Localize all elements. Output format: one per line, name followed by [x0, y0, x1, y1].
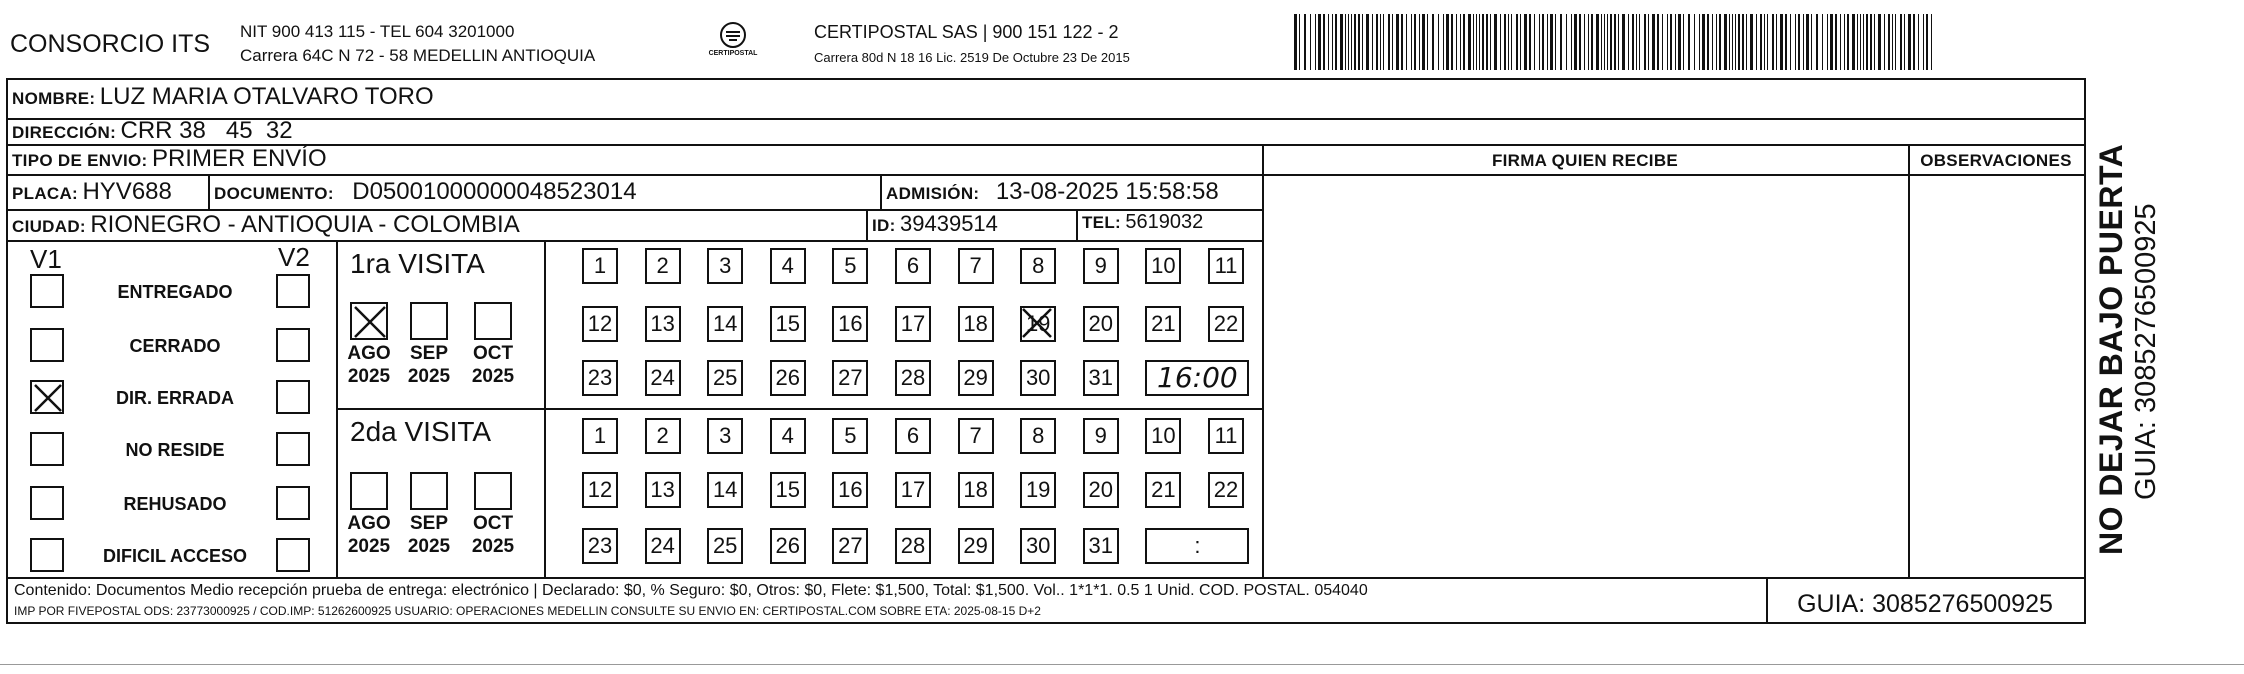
tel-value: 5619032 — [1125, 211, 1204, 233]
status-v1-checkbox[interactable] — [30, 486, 64, 520]
day-box[interactable]: 29 — [958, 528, 994, 564]
admision-label: ADMISIÓN: — [886, 184, 980, 203]
day-box[interactable]: 9 — [1083, 248, 1119, 284]
day-box[interactable]: 10 — [1145, 418, 1181, 454]
check-x-icon — [352, 304, 390, 342]
side-text — [2093, 144, 2163, 555]
footer-guia: GUIA: 3085276500925 — [1797, 590, 2053, 618]
day-box[interactable]: 28 — [895, 528, 931, 564]
day-box[interactable]: 20 — [1083, 472, 1119, 508]
month-name: OCT — [472, 513, 514, 534]
barcode-icon — [1294, 14, 1942, 70]
status-v2-checkbox[interactable] — [276, 432, 310, 466]
status-v1-checkbox[interactable] — [30, 538, 64, 572]
observaciones-header: OBSERVACIONES — [1920, 151, 2072, 170]
status-v2-checkbox[interactable] — [276, 380, 310, 414]
status-label: DIR. ERRADA — [115, 388, 234, 408]
month-name: SEP — [409, 343, 449, 364]
day-box[interactable]: 4 — [770, 418, 806, 454]
status-v2-checkbox[interactable] — [276, 538, 310, 572]
day-box[interactable]: 23 — [582, 360, 618, 396]
status-label: DIFICIL ACCESO — [102, 546, 247, 566]
day-box[interactable]: 27 — [832, 360, 868, 396]
status-v1-checkbox[interactable] — [30, 380, 64, 414]
status-v1-checkbox[interactable] — [30, 328, 64, 362]
check-x-icon — [32, 382, 66, 416]
v2-label: V2 — [278, 242, 310, 272]
signature-area[interactable] — [1264, 176, 1906, 575]
day-box[interactable]: 5 — [832, 418, 868, 454]
observaciones-area[interactable] — [1910, 176, 2082, 575]
day-box[interactable]: 14 — [707, 472, 743, 508]
carrier-logo-icon — [718, 20, 748, 50]
status-label: NO RESIDE — [125, 440, 225, 460]
day-box[interactable]: 18 — [958, 472, 994, 508]
ciudad-value: RIONEGRO - ANTIOQUIA - COLOMBIA — [90, 211, 520, 238]
day-box[interactable]: 15 — [770, 472, 806, 508]
day-box[interactable]: 11 — [1208, 248, 1244, 284]
day-box[interactable]: 6 — [895, 248, 931, 284]
day-box[interactable]: 24 — [645, 360, 681, 396]
status-v1-checkbox[interactable] — [30, 432, 64, 466]
firma-header: FIRMA QUIEN RECIBE — [1491, 151, 1679, 170]
day-box[interactable]: 13 — [645, 472, 681, 508]
visit-time-box[interactable]: : — [1145, 528, 1249, 564]
day-box[interactable]: 3 — [707, 248, 743, 284]
status-v2-checkbox[interactable] — [276, 328, 310, 362]
month-name: SEP — [409, 513, 449, 534]
day-box[interactable]: 7 — [958, 418, 994, 454]
day-box[interactable]: 24 — [645, 528, 681, 564]
day-box[interactable]: 13 — [645, 306, 681, 342]
day-box[interactable]: 1 — [582, 248, 618, 284]
month-checkbox[interactable] — [474, 302, 512, 340]
direccion-label: DIRECCIÓN: — [12, 123, 117, 142]
month-year: 2025 — [471, 536, 515, 557]
placa-label: PLACA: — [12, 184, 79, 203]
day-box[interactable]: 7 — [958, 248, 994, 284]
status-label: CERRADO — [129, 336, 221, 356]
day-box[interactable]: 26 — [770, 360, 806, 396]
day-box[interactable]: 30 — [1020, 360, 1056, 396]
day-box[interactable]: 9 — [1083, 418, 1119, 454]
day-box[interactable]: 23 — [582, 528, 618, 564]
day-box[interactable]: 28 — [895, 360, 931, 396]
carrier-name-line: CERTIPOSTAL SAS | 900 151 122 - 2 — [814, 22, 1119, 42]
check-x-icon — [1020, 306, 1056, 342]
id-label: ID: — [872, 216, 896, 235]
nombre-row — [12, 83, 434, 111]
day-box[interactable]: 17 — [895, 306, 931, 342]
id-value: 39439514 — [900, 211, 998, 236]
status-label: ENTREGADO — [117, 282, 233, 302]
visit1-title: 1ra VISITA — [350, 248, 485, 279]
day-box[interactable]: 18 — [958, 306, 994, 342]
nombre-label: NOMBRE: — [12, 89, 96, 108]
month-label — [463, 342, 523, 388]
day-box[interactable]: 12 — [582, 306, 618, 342]
day-box[interactable]: 21 — [1145, 472, 1181, 508]
day-box[interactable]: 22 — [1208, 306, 1244, 342]
month-year: 2025 — [471, 366, 515, 387]
day-box[interactable]: 6 — [895, 418, 931, 454]
no-dejar-bajo-puerta: NO DEJAR BAJO PUERTA — [2093, 143, 2129, 555]
day-box[interactable]: 8 — [1020, 248, 1056, 284]
ciudad-cell — [12, 211, 520, 239]
day-box[interactable]: 25 — [707, 528, 743, 564]
direccion-row — [12, 117, 293, 145]
tipo-envio-row — [12, 145, 327, 173]
placa-value: HYV688 — [82, 178, 172, 205]
month-name: OCT — [472, 343, 514, 364]
month-checkbox[interactable] — [350, 472, 388, 510]
company-name: CONSORCIO ITS — [10, 30, 211, 58]
carrier-license-line: Carrera 80d N 18 16 Lic. 2519 De Octubre 23 De 2015 — [814, 50, 1130, 65]
ciudad-label: CIUDAD: — [12, 217, 86, 236]
footer-contents-line: Contenido: Documentos Medio recepción prueba de entrega: electrónico | Declarado: $0, % Seguro: $0, Otros: $0, Flete: $1,500, Total: $1,500. Vol.. 1*1*1. 0.5 1 Unid. COD. POSTAL. 054040 — [14, 582, 1368, 599]
admision-value: 13-08-2025 15:58:58 — [995, 178, 1219, 205]
documento-value: D05001000000048523014 — [352, 178, 637, 205]
day-box[interactable]: 15 — [770, 306, 806, 342]
month-year: 2025 — [407, 536, 451, 557]
day-box[interactable]: 16 — [832, 306, 868, 342]
day-box[interactable]: 22 — [1208, 472, 1244, 508]
documento-cell — [214, 178, 637, 206]
day-box[interactable]: 3 — [707, 418, 743, 454]
month-label — [463, 512, 523, 558]
month-checkbox[interactable] — [410, 472, 448, 510]
month-label — [399, 512, 459, 558]
nombre-value: LUZ MARIA OTALVARO TORO — [99, 83, 434, 110]
day-box[interactable]: 27 — [832, 528, 868, 564]
day-box[interactable]: 4 — [770, 248, 806, 284]
day-number: 19 — [1025, 311, 1051, 336]
month-checkbox[interactable] — [410, 302, 448, 340]
id-cell — [872, 211, 998, 237]
status-label: REHUSADO — [123, 494, 227, 514]
day-box[interactable]: 31 — [1083, 528, 1119, 564]
company-address-line: Carrera 64C N 72 - 58 MEDELLIN ANTIOQUIA — [240, 46, 596, 65]
documento-label: DOCUMENTO: — [214, 184, 334, 203]
day-box[interactable]: 17 — [895, 472, 931, 508]
day-box[interactable]: 26 — [770, 528, 806, 564]
day-box[interactable]: 2 — [645, 248, 681, 284]
side-guia: GUIA: 3085276500925 — [2130, 203, 2162, 500]
placa-cell — [12, 178, 172, 206]
month-label — [399, 342, 459, 388]
day-box[interactable]: 31 — [1083, 360, 1119, 396]
visit2-title: 2da VISITA — [350, 416, 492, 447]
day-box[interactable]: 1 — [582, 418, 618, 454]
month-name: AGO — [347, 513, 391, 534]
day-box[interactable]: 8 — [1020, 418, 1056, 454]
day-box[interactable]: 20 — [1083, 306, 1119, 342]
day-box[interactable]: 19 — [1020, 472, 1056, 508]
status-v2-checkbox[interactable] — [276, 486, 310, 520]
v1-label: V1 — [30, 244, 62, 274]
day-box[interactable]: 2 — [645, 418, 681, 454]
day-box[interactable]: 30 — [1020, 528, 1056, 564]
day-box[interactable] — [1020, 306, 1056, 342]
tipo-envio-label: TIPO DE ENVIO: — [12, 151, 148, 170]
day-box[interactable]: 29 — [958, 360, 994, 396]
month-label — [339, 342, 399, 388]
day-box[interactable]: 16 — [832, 472, 868, 508]
month-year: 2025 — [407, 366, 451, 387]
day-box[interactable]: 14 — [707, 306, 743, 342]
status-v1-checkbox[interactable] — [30, 274, 64, 308]
day-box[interactable]: 12 — [582, 472, 618, 508]
carrier-logo — [706, 20, 760, 70]
admision-cell — [886, 178, 1219, 206]
day-box[interactable]: 10 — [1145, 248, 1181, 284]
company-nit-line: NIT 900 413 115 - TEL 604 3201000 — [240, 22, 515, 41]
day-box[interactable]: 11 — [1208, 418, 1244, 454]
status-v2-checkbox[interactable] — [276, 274, 310, 308]
visit-time-box[interactable]: 16:00 — [1145, 360, 1249, 396]
tel-label: TEL: — [1082, 213, 1121, 232]
day-box[interactable]: 5 — [832, 248, 868, 284]
month-year: 2025 — [347, 536, 391, 557]
direccion-value: CRR 38 45 32 — [120, 117, 293, 144]
day-box[interactable]: 25 — [707, 360, 743, 396]
day-box[interactable]: 21 — [1145, 306, 1181, 342]
carrier-logo-text: CERTIPOSTAL — [708, 50, 758, 57]
month-label — [339, 512, 399, 558]
month-name: AGO — [347, 343, 391, 364]
month-checkbox[interactable] — [350, 302, 388, 340]
tel-cell — [1082, 211, 1203, 234]
footer-print-line: IMP POR FIVEPOSTAL ODS: 23773000925 / COD.IMP: 51262600925 USUARIO: OPERACIONES MEDELLIN CONSULTE SU ENVIO EN: CERTIPOSTAL.COM SOBRE ETA: 2025-08-15 D+2 — [14, 604, 1041, 618]
month-year: 2025 — [347, 366, 391, 387]
tipo-envio-value: PRIMER ENVÍO — [151, 145, 327, 172]
month-checkbox[interactable] — [474, 472, 512, 510]
